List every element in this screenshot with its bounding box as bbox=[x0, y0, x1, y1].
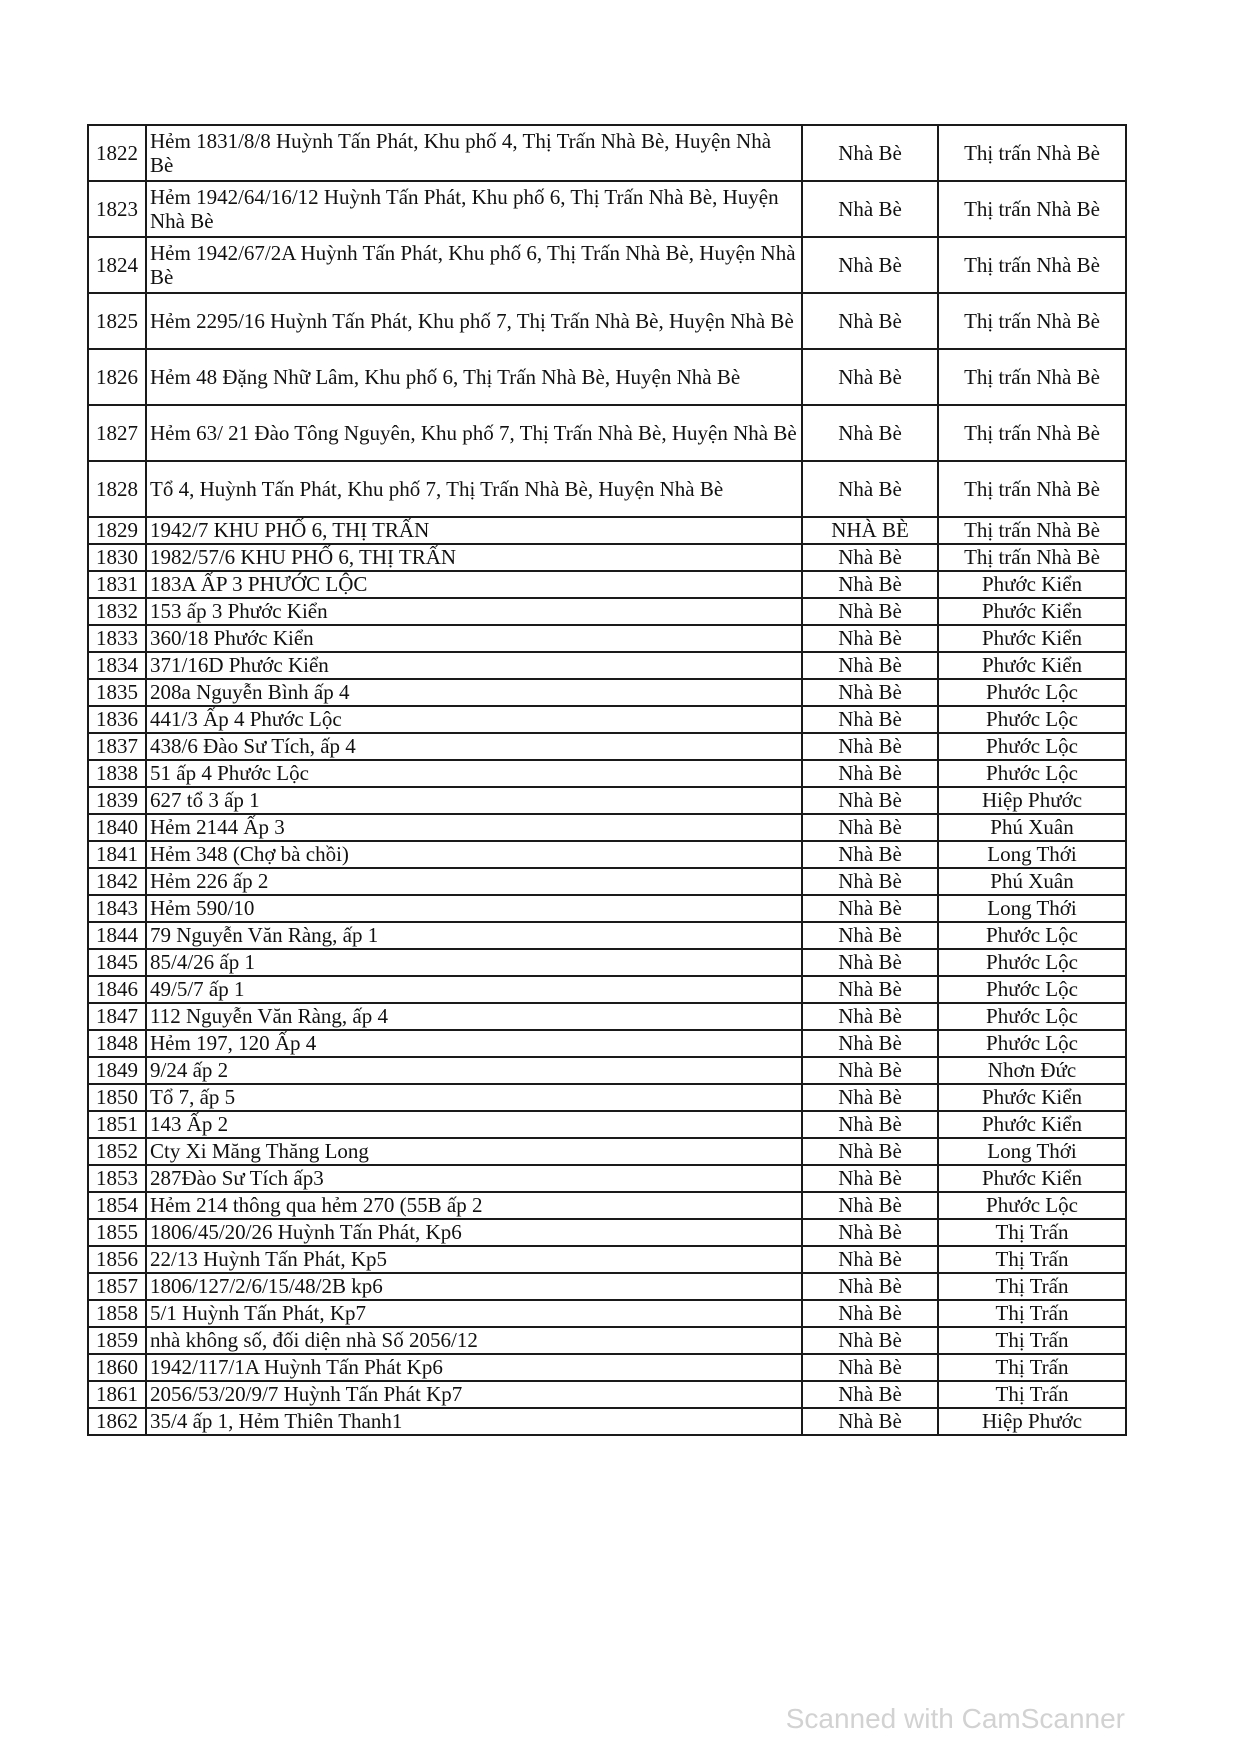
district-cell: Nhà Bè bbox=[802, 1138, 938, 1165]
table-row bbox=[88, 544, 1126, 571]
row-number-cell: 1848 bbox=[88, 1030, 146, 1057]
district-cell: NHÀ BÈ bbox=[802, 517, 938, 544]
address-cell: 1982/57/6 KHU PHỐ 6, THỊ TRẤN bbox=[146, 544, 802, 571]
row-number-cell: 1856 bbox=[88, 1246, 146, 1273]
row-number-cell: 1858 bbox=[88, 1300, 146, 1327]
row-number-cell: 1823 bbox=[88, 181, 146, 237]
district-cell: Nhà Bè bbox=[802, 349, 938, 405]
table-row bbox=[88, 922, 1126, 949]
address-cell: 49/5/7 ấp 1 bbox=[146, 976, 802, 1003]
ward-cell: Thị Trấn bbox=[938, 1381, 1126, 1408]
row-number-cell: 1859 bbox=[88, 1327, 146, 1354]
table-row bbox=[88, 181, 1126, 237]
district-cell: Nhà Bè bbox=[802, 922, 938, 949]
address-cell: 360/18 Phước Kiển bbox=[146, 625, 802, 652]
row-number-cell: 1844 bbox=[88, 922, 146, 949]
district-cell: Nhà Bè bbox=[802, 1084, 938, 1111]
row-number-cell: 1849 bbox=[88, 1057, 146, 1084]
ward-cell: Thị trấn Nhà Bè bbox=[938, 405, 1126, 461]
table-row bbox=[88, 1084, 1126, 1111]
table-row bbox=[88, 1381, 1126, 1408]
district-cell: Nhà Bè bbox=[802, 1300, 938, 1327]
ward-cell: Phước Lộc bbox=[938, 1003, 1126, 1030]
ward-cell: Phước Kiển bbox=[938, 1111, 1126, 1138]
address-cell: 441/3 Ấp 4 Phước Lộc bbox=[146, 706, 802, 733]
address-cell: Hẻm 197, 120 Ấp 4 bbox=[146, 1030, 802, 1057]
row-number-cell: 1837 bbox=[88, 733, 146, 760]
ward-cell: Thị Trấn bbox=[938, 1354, 1126, 1381]
row-number-cell: 1860 bbox=[88, 1354, 146, 1381]
ward-cell: Phước Kiển bbox=[938, 625, 1126, 652]
ward-cell: Thị trấn Nhà Bè bbox=[938, 461, 1126, 517]
table-row bbox=[88, 1165, 1126, 1192]
row-number-cell: 1824 bbox=[88, 237, 146, 293]
district-cell: Nhà Bè bbox=[802, 1246, 938, 1273]
ward-cell: Thị Trấn bbox=[938, 1273, 1126, 1300]
ward-cell: Phước Lộc bbox=[938, 976, 1126, 1003]
ward-cell: Thị Trấn bbox=[938, 1246, 1126, 1273]
district-cell: Nhà Bè bbox=[802, 237, 938, 293]
address-cell: 1942/117/1A Huỳnh Tấn Phát Kp6 bbox=[146, 1354, 802, 1381]
address-cell: 85/4/26 ấp 1 bbox=[146, 949, 802, 976]
district-cell: Nhà Bè bbox=[802, 733, 938, 760]
address-cell: Hẻm 226 ấp 2 bbox=[146, 868, 802, 895]
address-cell: 371/16D Phước Kiển bbox=[146, 652, 802, 679]
table-row bbox=[88, 679, 1126, 706]
table-row bbox=[88, 1030, 1126, 1057]
row-number-cell: 1851 bbox=[88, 1111, 146, 1138]
ward-cell: Thị trấn Nhà Bè bbox=[938, 237, 1126, 293]
district-cell: Nhà Bè bbox=[802, 405, 938, 461]
row-number-cell: 1862 bbox=[88, 1408, 146, 1435]
row-number-cell: 1842 bbox=[88, 868, 146, 895]
address-cell: 1806/45/20/26 Huỳnh Tấn Phát, Kp6 bbox=[146, 1219, 802, 1246]
ward-cell: Thị trấn Nhà Bè bbox=[938, 293, 1126, 349]
row-number-cell: 1833 bbox=[88, 625, 146, 652]
address-cell: 287Đào Sư Tích ấp3 bbox=[146, 1165, 802, 1192]
address-cell: Cty Xi Măng Thăng Long bbox=[146, 1138, 802, 1165]
ward-cell: Nhơn Đức bbox=[938, 1057, 1126, 1084]
row-number-cell: 1826 bbox=[88, 349, 146, 405]
district-cell: Nhà Bè bbox=[802, 181, 938, 237]
address-cell: Hẻm 348 (Chợ bà chồi) bbox=[146, 841, 802, 868]
table-row bbox=[88, 1408, 1126, 1435]
district-cell: Nhà Bè bbox=[802, 1003, 938, 1030]
ward-cell: Phước Lộc bbox=[938, 706, 1126, 733]
address-cell: 5/1 Huỳnh Tấn Phát, Kp7 bbox=[146, 1300, 802, 1327]
row-number-cell: 1845 bbox=[88, 949, 146, 976]
address-cell: 627 tổ 3 ấp 1 bbox=[146, 787, 802, 814]
address-cell: 51 ấp 4 Phước Lộc bbox=[146, 760, 802, 787]
table-row bbox=[88, 1138, 1126, 1165]
ward-cell: Phước Lộc bbox=[938, 1192, 1126, 1219]
ward-cell: Long Thới bbox=[938, 895, 1126, 922]
table-row bbox=[88, 1327, 1126, 1354]
table-row bbox=[88, 895, 1126, 922]
ward-cell: Long Thới bbox=[938, 1138, 1126, 1165]
district-cell: Nhà Bè bbox=[802, 544, 938, 571]
table-row bbox=[88, 841, 1126, 868]
table-row bbox=[88, 1111, 1126, 1138]
table-row bbox=[88, 1246, 1126, 1273]
ward-cell: Phước Lộc bbox=[938, 733, 1126, 760]
district-cell: Nhà Bè bbox=[802, 706, 938, 733]
address-cell: Hẻm 1942/64/16/12 Huỳnh Tấn Phát, Khu phố 6, Thị Trấn Nhà Bè, Huyện Nhà Bè bbox=[146, 181, 802, 237]
district-cell: Nhà Bè bbox=[802, 868, 938, 895]
ward-cell: Phước Kiển bbox=[938, 598, 1126, 625]
row-number-cell: 1828 bbox=[88, 461, 146, 517]
district-cell: Nhà Bè bbox=[802, 1273, 938, 1300]
ward-cell: Phước Lộc bbox=[938, 1030, 1126, 1057]
ward-cell: Long Thới bbox=[938, 841, 1126, 868]
address-cell: 153 ấp 3 Phước Kiển bbox=[146, 598, 802, 625]
table-row bbox=[88, 1057, 1126, 1084]
camscanner-watermark: Scanned with CamScanner bbox=[785, 1703, 1125, 1734]
address-cell: 22/13 Huỳnh Tấn Phát, Kp5 bbox=[146, 1246, 802, 1273]
district-cell: Nhà Bè bbox=[802, 1111, 938, 1138]
table-row bbox=[88, 760, 1126, 787]
address-cell: Tổ 4, Huỳnh Tấn Phát, Khu phố 7, Thị Trấn Nhà Bè, Huyện Nhà Bè bbox=[146, 461, 802, 517]
ward-cell: Thị Trấn bbox=[938, 1300, 1126, 1327]
district-cell: Nhà Bè bbox=[802, 1354, 938, 1381]
table-row bbox=[88, 598, 1126, 625]
district-cell: Nhà Bè bbox=[802, 949, 938, 976]
ward-cell: Thị Trấn bbox=[938, 1327, 1126, 1354]
row-number-cell: 1834 bbox=[88, 652, 146, 679]
table-row bbox=[88, 1219, 1126, 1246]
ward-cell: Phước Lộc bbox=[938, 679, 1126, 706]
address-cell: Hẻm 1942/67/2A Huỳnh Tấn Phát, Khu phố 6, Thị Trấn Nhà Bè, Huyện Nhà Bè bbox=[146, 237, 802, 293]
ward-cell: Thị trấn Nhà Bè bbox=[938, 125, 1126, 181]
address-cell: nhà không số, đối diện nhà Số 2056/12 bbox=[146, 1327, 802, 1354]
address-cell: Hẻm 1831/8/8 Huỳnh Tấn Phát, Khu phố 4, Thị Trấn Nhà Bè, Huyện Nhà Bè bbox=[146, 125, 802, 181]
address-cell: Hẻm 2295/16 Huỳnh Tấn Phát, Khu phố 7, Thị Trấn Nhà Bè, Huyện Nhà Bè bbox=[146, 293, 802, 349]
district-cell: Nhà Bè bbox=[802, 895, 938, 922]
table-row bbox=[88, 787, 1126, 814]
district-cell: Nhà Bè bbox=[802, 1408, 938, 1435]
row-number-cell: 1850 bbox=[88, 1084, 146, 1111]
row-number-cell: 1832 bbox=[88, 598, 146, 625]
address-cell: 208a Nguyễn Bình ấp 4 bbox=[146, 679, 802, 706]
district-cell: Nhà Bè bbox=[802, 760, 938, 787]
district-cell: Nhà Bè bbox=[802, 1030, 938, 1057]
address-cell: 438/6 Đào Sư Tích, ấp 4 bbox=[146, 733, 802, 760]
district-cell: Nhà Bè bbox=[802, 1165, 938, 1192]
district-cell: Nhà Bè bbox=[802, 293, 938, 349]
table-row bbox=[88, 868, 1126, 895]
table-row bbox=[88, 652, 1126, 679]
row-number-cell: 1835 bbox=[88, 679, 146, 706]
address-cell: 35/4 ấp 1, Hẻm Thiên Thanh1 bbox=[146, 1408, 802, 1435]
ward-cell: Phước Lộc bbox=[938, 949, 1126, 976]
row-number-cell: 1841 bbox=[88, 841, 146, 868]
row-number-cell: 1854 bbox=[88, 1192, 146, 1219]
ward-cell: Phước Kiển bbox=[938, 571, 1126, 598]
ward-cell: Hiệp Phước bbox=[938, 787, 1126, 814]
district-cell: Nhà Bè bbox=[802, 1057, 938, 1084]
address-cell: Hẻm 2144 Ấp 3 bbox=[146, 814, 802, 841]
district-cell: Nhà Bè bbox=[802, 679, 938, 706]
table-row bbox=[88, 237, 1126, 293]
row-number-cell: 1831 bbox=[88, 571, 146, 598]
district-cell: Nhà Bè bbox=[802, 1381, 938, 1408]
row-number-cell: 1822 bbox=[88, 125, 146, 181]
table-row bbox=[88, 349, 1126, 405]
table-row bbox=[88, 949, 1126, 976]
row-number-cell: 1829 bbox=[88, 517, 146, 544]
address-cell: 79 Nguyễn Văn Ràng, ấp 1 bbox=[146, 922, 802, 949]
address-cell: Hẻm 48 Đặng Nhữ Lâm, Khu phố 6, Thị Trấn Nhà Bè, Huyện Nhà Bè bbox=[146, 349, 802, 405]
table-row bbox=[88, 814, 1126, 841]
table-row bbox=[88, 293, 1126, 349]
ward-cell: Phước Kiển bbox=[938, 1084, 1126, 1111]
row-number-cell: 1825 bbox=[88, 293, 146, 349]
table-row bbox=[88, 733, 1126, 760]
district-cell: Nhà Bè bbox=[802, 1219, 938, 1246]
ward-cell: Thị trấn Nhà Bè bbox=[938, 517, 1126, 544]
ward-cell: Thị trấn Nhà Bè bbox=[938, 544, 1126, 571]
address-cell: Hẻm 590/10 bbox=[146, 895, 802, 922]
address-cell: 9/24 ấp 2 bbox=[146, 1057, 802, 1084]
address-cell: 112 Nguyễn Văn Ràng, ấp 4 bbox=[146, 1003, 802, 1030]
table-row bbox=[88, 1300, 1126, 1327]
district-cell: Nhà Bè bbox=[802, 571, 938, 598]
district-cell: Nhà Bè bbox=[802, 625, 938, 652]
row-number-cell: 1855 bbox=[88, 1219, 146, 1246]
address-cell: 143 Ấp 2 bbox=[146, 1111, 802, 1138]
ward-cell: Phú Xuân bbox=[938, 868, 1126, 895]
row-number-cell: 1846 bbox=[88, 976, 146, 1003]
address-cell: 2056/53/20/9/7 Huỳnh Tấn Phát Kp7 bbox=[146, 1381, 802, 1408]
row-number-cell: 1857 bbox=[88, 1273, 146, 1300]
district-cell: Nhà Bè bbox=[802, 652, 938, 679]
row-number-cell: 1839 bbox=[88, 787, 146, 814]
address-cell: 1942/7 KHU PHỐ 6, THỊ TRẤN bbox=[146, 517, 802, 544]
table-row bbox=[88, 1192, 1126, 1219]
district-cell: Nhà Bè bbox=[802, 1192, 938, 1219]
table-row bbox=[88, 571, 1126, 598]
table-row bbox=[88, 1003, 1126, 1030]
ward-cell: Phú Xuân bbox=[938, 814, 1126, 841]
table-row bbox=[88, 976, 1126, 1003]
row-number-cell: 1840 bbox=[88, 814, 146, 841]
address-cell: Hẻm 63/ 21 Đào Tông Nguyên, Khu phố 7, Thị Trấn Nhà Bè, Huyện Nhà Bè bbox=[146, 405, 802, 461]
address-cell: Hẻm 214 thông qua hẻm 270 (55B ấp 2 bbox=[146, 1192, 802, 1219]
row-number-cell: 1847 bbox=[88, 1003, 146, 1030]
table-row bbox=[88, 461, 1126, 517]
table-row bbox=[88, 1273, 1126, 1300]
ward-cell: Phước Kiển bbox=[938, 1165, 1126, 1192]
district-cell: Nhà Bè bbox=[802, 841, 938, 868]
ward-cell: Phước Kiển bbox=[938, 652, 1126, 679]
district-cell: Nhà Bè bbox=[802, 976, 938, 1003]
ward-cell: Hiệp Phước bbox=[938, 1408, 1126, 1435]
address-cell: 183A ẤP 3 PHƯỚC LỘC bbox=[146, 571, 802, 598]
ward-cell: Thị trấn Nhà Bè bbox=[938, 181, 1126, 237]
district-cell: Nhà Bè bbox=[802, 125, 938, 181]
table-row bbox=[88, 405, 1126, 461]
ward-cell: Thị trấn Nhà Bè bbox=[938, 349, 1126, 405]
address-table-body bbox=[88, 125, 1126, 1435]
table-row bbox=[88, 706, 1126, 733]
row-number-cell: 1827 bbox=[88, 405, 146, 461]
district-cell: Nhà Bè bbox=[802, 461, 938, 517]
district-cell: Nhà Bè bbox=[802, 1327, 938, 1354]
row-number-cell: 1861 bbox=[88, 1381, 146, 1408]
row-number-cell: 1853 bbox=[88, 1165, 146, 1192]
table-row bbox=[88, 125, 1126, 181]
row-number-cell: 1843 bbox=[88, 895, 146, 922]
table-row bbox=[88, 625, 1126, 652]
address-cell: Tổ 7, ấp 5 bbox=[146, 1084, 802, 1111]
district-cell: Nhà Bè bbox=[802, 598, 938, 625]
row-number-cell: 1830 bbox=[88, 544, 146, 571]
address-cell: 1806/127/2/6/15/48/2B kp6 bbox=[146, 1273, 802, 1300]
table-row bbox=[88, 517, 1126, 544]
ward-cell: Phước Lộc bbox=[938, 922, 1126, 949]
row-number-cell: 1836 bbox=[88, 706, 146, 733]
table-row bbox=[88, 1354, 1126, 1381]
row-number-cell: 1852 bbox=[88, 1138, 146, 1165]
row-number-cell: 1838 bbox=[88, 760, 146, 787]
ward-cell: Thị Trấn bbox=[938, 1219, 1126, 1246]
ward-cell: Phước Lộc bbox=[938, 760, 1126, 787]
address-table bbox=[87, 124, 1127, 1436]
district-cell: Nhà Bè bbox=[802, 814, 938, 841]
district-cell: Nhà Bè bbox=[802, 787, 938, 814]
